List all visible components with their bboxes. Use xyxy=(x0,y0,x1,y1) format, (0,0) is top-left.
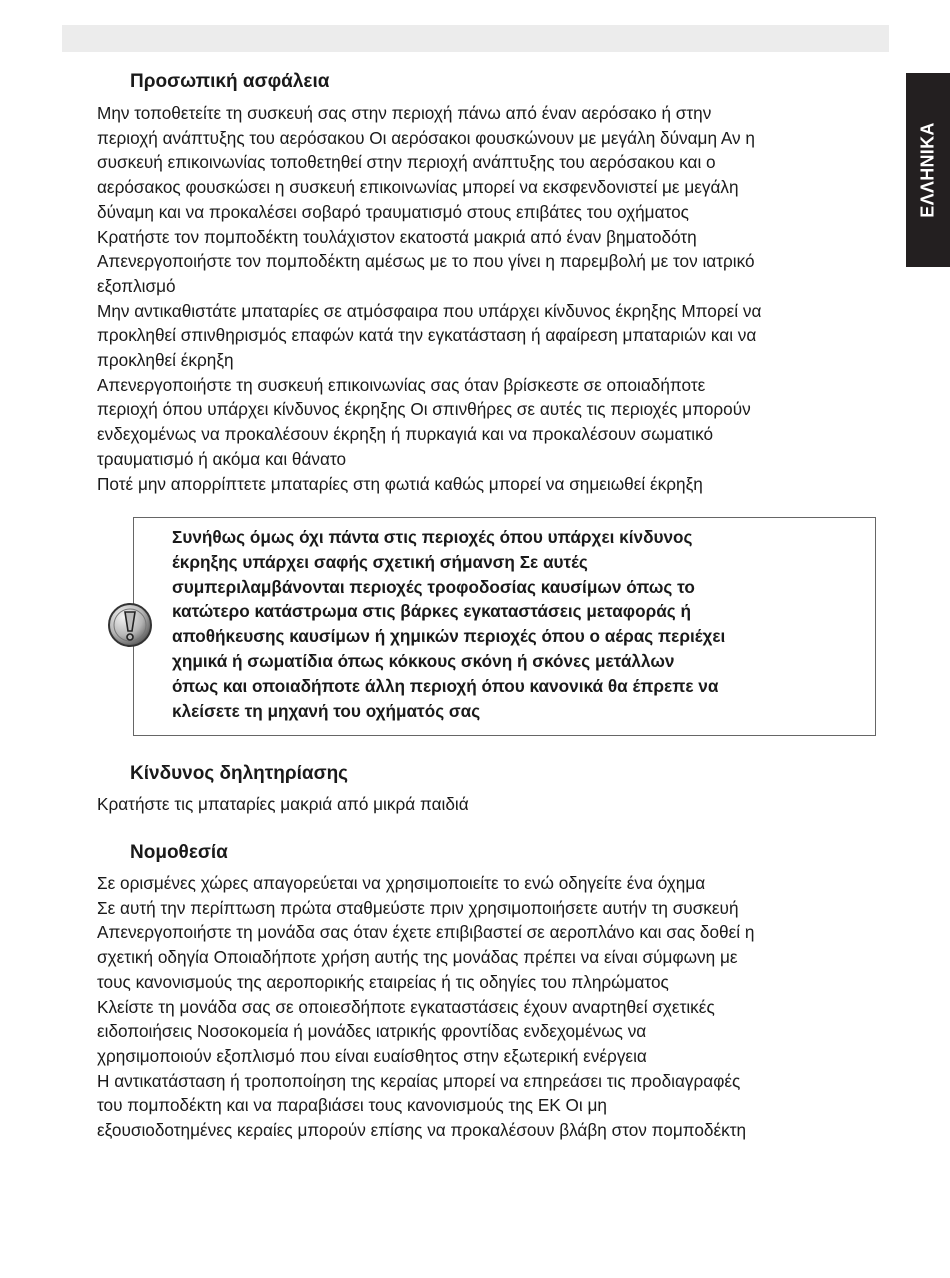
text-line: τους κανονισμούς της αεροπορικής εταιρείας ή τις οδηγίες του πληρώματος xyxy=(97,971,669,992)
poisoning-text xyxy=(97,792,897,817)
language-tab xyxy=(906,73,950,267)
text-line: Απενεργοποιήστε τη συσκευή επικοινωνίας σας όταν βρίσκεστε σε οποιαδήποτε xyxy=(97,374,706,395)
text-line: σχετική οδηγία Οποιαδήποτε χρήση αυτής της μονάδας πρέπει να είναι σύμφωνη με xyxy=(97,947,738,968)
text-line: αερόσακος φουσκώσει η συσκευή επικοινωνίας μπορεί να εκσφενδονιστεί με μεγάλη xyxy=(97,177,739,198)
heading-poisoning: Κίνδυνος δηλητηρίασης xyxy=(130,763,349,784)
exclamation-icon xyxy=(107,602,153,648)
text-line: εξουσιοδοτημένες κεραίες μπορούν επίσης να προκαλέσουν βλάβη στον πομποδέκτη xyxy=(97,1120,747,1141)
warning-text xyxy=(172,525,725,723)
text-line: ειδοποιήσεις Νοσοκομεία ή μονάδες ιατρικής φροντίδας ενδεχομένως να xyxy=(97,1021,647,1042)
language-tab-label: ΕΛΛΗΝΙΚΑ xyxy=(917,122,938,218)
text-line: Μην αντικαθιστάτε μπαταρίες σε ατμόσφαιρα που υπάρχει κίνδυνος έκρηξης Μπορεί να xyxy=(97,300,762,321)
text-line: Απενεργοποιήστε τον πομποδέκτη αμέσως με το που γίνει η παρεμβολή με τον ιατρικό xyxy=(97,251,755,272)
warning-line: κλείσετε τη μηχανή του οχήματός σας xyxy=(172,700,481,721)
text-line: χρησιμοποιούν εξοπλισμό που είναι ευαίσθητος στην εξωτερική ενέργεια xyxy=(97,1045,647,1066)
text-line: Ποτέ μην απορρίπτετε μπαταρίες στη φωτιά καθώς μπορεί να σημειωθεί έκρηξη xyxy=(97,473,703,494)
legislation-text xyxy=(97,871,897,1143)
warning-line: όπως και οποιαδήποτε άλλη περιοχή όπου κανονικά θα έπρεπε να xyxy=(172,675,719,696)
text-line: προκληθεί έκρηξη xyxy=(97,350,234,371)
warning-line: συμπεριλαμβάνονται περιοχές τροφοδοσίας καυσίμων όπως το xyxy=(172,576,695,597)
heading-personal-safety: Προσωπική ασφάλεια xyxy=(130,71,330,92)
text-line: Απενεργοποιήστε τη μονάδα σας όταν έχετε επιβιβαστεί σε αεροπλάνο και σας δοθεί η xyxy=(97,922,755,943)
warning-line: χημικά ή σωματίδια όπως κόκκους σκόνη ή σκόνες μετάλλων xyxy=(172,650,675,671)
text-line: του πομποδέκτη και να παραβιάσει τους κανονισμούς της ΕΚ Οι μη xyxy=(97,1095,607,1116)
warning-line: αποθήκευσης καυσίμων ή χημικών περιοχές όπου ο αέρας περιέχει xyxy=(172,626,726,647)
warning-line: κατώτερο κατάστρωμα στις βάρκες εγκαταστάσεις μεταφοράς ή xyxy=(172,601,691,622)
text-line: περιοχή ανάπτυξης του αερόσακου Οι αερόσακοι φουσκώνουν με μεγάλη δύναμη Αν η xyxy=(97,127,755,148)
heading-legislation: Νομοθεσία xyxy=(130,842,228,863)
personal-safety-text xyxy=(97,101,897,496)
text-line: Σε ορισμένες χώρες απαγορεύεται να χρησιμοποιείτε το ενώ οδηγείτε ένα όχημα xyxy=(97,873,706,893)
text-line: δύναμη και να προκαλέσει σοβαρό τραυματισμό στους επιβάτες του οχήματος xyxy=(97,201,689,222)
text-line: Κρατήστε τον πομποδέκτη τουλάχιστον εκατοστά μακριά από έναν βηματοδότη xyxy=(97,226,697,247)
text-line: ενδεχομένως να προκαλέσουν έκρηξη ή πυρκαγιά και να προκαλέσουν σωματικό xyxy=(97,424,714,445)
text-line: προκληθεί σπινθηρισμός επαφών κατά την εγκατάσταση ή αφαίρεση μπαταριών και να xyxy=(97,325,757,346)
text-line: συσκευή επικοινωνίας τοποθετηθεί στην περιοχή ανάπτυξης του αερόσακου και ο xyxy=(97,152,716,173)
text-line: Η αντικατάσταση ή τροποποίηση της κεραίας μπορεί να επηρεάσει τις προδιαγραφές xyxy=(97,1070,741,1091)
text-line: εξοπλισμό xyxy=(97,275,176,296)
warning-line: Συνήθως όμως όχι πάντα στις περιοχές όπου υπάρχει κίνδυνος xyxy=(172,527,693,547)
text-line: τραυματισμό ή ακόμα και θάνατο xyxy=(97,448,347,469)
warning-box xyxy=(133,517,876,736)
warning-line: έκρηξης υπάρχει σαφής σχετική σήμανση Σε αυτές xyxy=(172,551,588,572)
text-line: Σε αυτή την περίπτωση πρώτα σταθμεύστε πριν χρησιμοποιήσετε αυτήν τη συσκευή xyxy=(97,897,739,918)
text-line: Κλείστε τη μονάδα σας σε οποιεσδήποτε εγκαταστάσεις έχουν αναρτηθεί σχετικές xyxy=(97,996,715,1017)
header-bar xyxy=(62,25,889,52)
text-line: Κρατήστε τις μπαταρίες μακριά από μικρά παιδιά xyxy=(97,794,469,814)
text-line: Μην τοποθετείτε τη συσκευή σας στην περιοχή πάνω από έναν αερόσακο ή στην xyxy=(97,103,712,123)
text-line: περιοχή όπου υπάρχει κίνδυνος έκρηξης Οι σπινθήρες σε αυτές τις περιοχές μπορούν xyxy=(97,399,751,420)
